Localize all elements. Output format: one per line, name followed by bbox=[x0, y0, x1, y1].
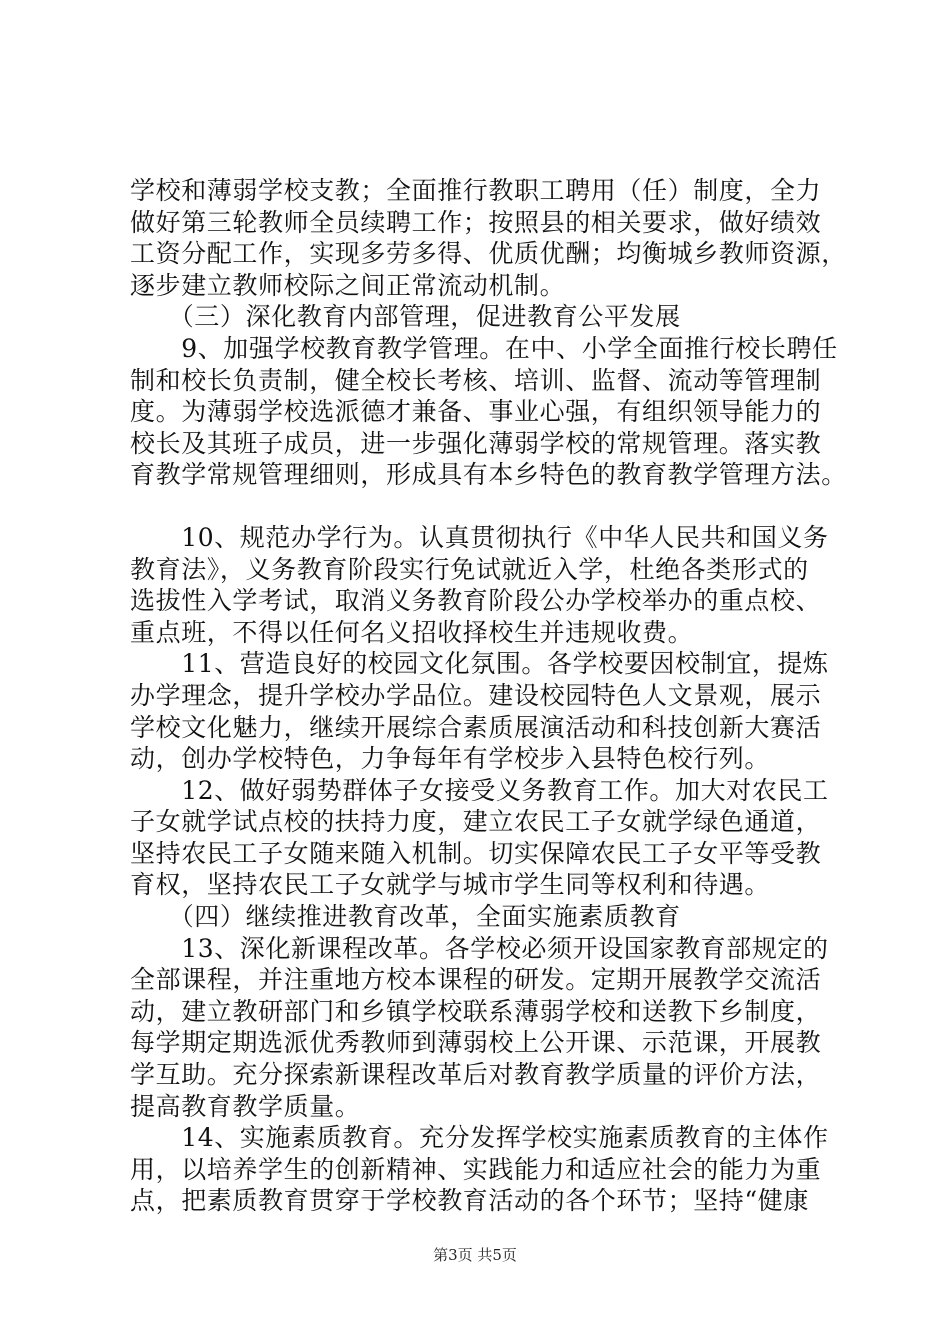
text-line: 工资分配工作，实现多劳多得、优质优酬；均衡城乡教师资源， bbox=[130, 239, 847, 269]
paragraph-gap bbox=[130, 491, 830, 522]
text-line: 度。为薄弱学校选派德才兼备、事业心强，有组织领导能力的 bbox=[130, 397, 822, 427]
text-line: 办学理念，提升学校办学品位。建设校园特色人文景观，展示 bbox=[130, 680, 822, 710]
text-line: 重点班，不得以任何名义招收择校生并违规收费。 bbox=[130, 617, 694, 647]
text-line: 每学期定期选派优秀教师到薄弱校上公开课、示范课，开展教 bbox=[130, 1028, 822, 1058]
document-body bbox=[130, 175, 847, 1217]
text-line: 做好第三轮教师全员续聘工作；按照县的相关要求，做好绩效 bbox=[130, 207, 822, 237]
text-line: 教育法》，义务教育阶段实行免试就近入学，杜绝各类形式的 bbox=[130, 554, 809, 584]
text-line: 动，创办学校特色，力争每年有学校步入县特色校行列。 bbox=[130, 744, 771, 774]
text-line: 10、规范办学行为。认真贯彻执行《中华人民共和国义务 bbox=[130, 522, 829, 552]
text-line: 11、营造良好的校园文化氛围。各学校要因校制宜，提炼 bbox=[130, 649, 829, 679]
text-line: 育权，坚持农民工子女就学与城市学生同等权利和待遇。 bbox=[130, 870, 771, 900]
text-line: 学校文化魅力，继续开展综合素质展演活动和科技创新大赛活 bbox=[130, 712, 822, 742]
text-line: 全部课程，并注重地方校本课程的研发。定期开展教学交流活 bbox=[130, 965, 822, 995]
text-line: 12、做好弱势群体子女接受义务教育工作。加大对农民工 bbox=[130, 775, 829, 805]
text-line: 育教学常规管理细则，形成具有本乡特色的教育教学管理方法。 bbox=[130, 460, 847, 490]
text-line: 点，把素质教育贯穿于学校教育活动的各个环节；坚持“健康 bbox=[130, 1186, 809, 1216]
section-heading: （三）深化教育内部管理，促进教育公平发展 bbox=[130, 302, 681, 332]
text-line: 学校和薄弱学校支教；全面推行教职工聘用（任）制度，全力 bbox=[130, 176, 822, 205]
text-line: 校长及其班子成员，进一步强化薄弱学校的常规管理。落实教 bbox=[130, 428, 822, 458]
text-line: 用，以培养学生的创新精神、实践能力和适应社会的能力为重 bbox=[130, 1154, 822, 1184]
text-line: 9、加强学校教育教学管理。在中、小学全面推行校长聘任 bbox=[130, 333, 838, 363]
text-line: 学互助。充分探索新课程改革后对教育教学质量的评价方法， bbox=[130, 1060, 822, 1090]
text-line: 制和校长负责制，健全校长考核、培训、监督、流动等管理制 bbox=[130, 365, 822, 395]
text-line: 逐步建立教师校际之间正常流动机制。 bbox=[130, 270, 566, 300]
text-line: 选拔性入学考试，取消义务教育阶段公办学校举办的重点校、 bbox=[130, 586, 822, 616]
section-heading: （四）继续推进教育改革，全面实施素质教育 bbox=[130, 902, 681, 932]
text-line: 14、实施素质教育。充分发挥学校实施素质教育的主体作 bbox=[130, 1123, 829, 1153]
text-line: 13、深化新课程改革。各学校必须开设国家教育部规定的 bbox=[130, 933, 829, 963]
text-line: 子女就学试点校的扶持力度，建立农民工子女就学绿色通道， bbox=[130, 807, 822, 837]
text-line: 动，建立教研部门和乡镇学校联系薄弱学校和送教下乡制度， bbox=[130, 996, 822, 1026]
text-line: 提高教育教学质量。 bbox=[130, 1091, 361, 1121]
text-line: 坚持农民工子女随来随入机制。切实保障农民工子女平等受教 bbox=[130, 838, 822, 868]
page-number-footer: 第3页 共5页 bbox=[433, 1246, 517, 1264]
